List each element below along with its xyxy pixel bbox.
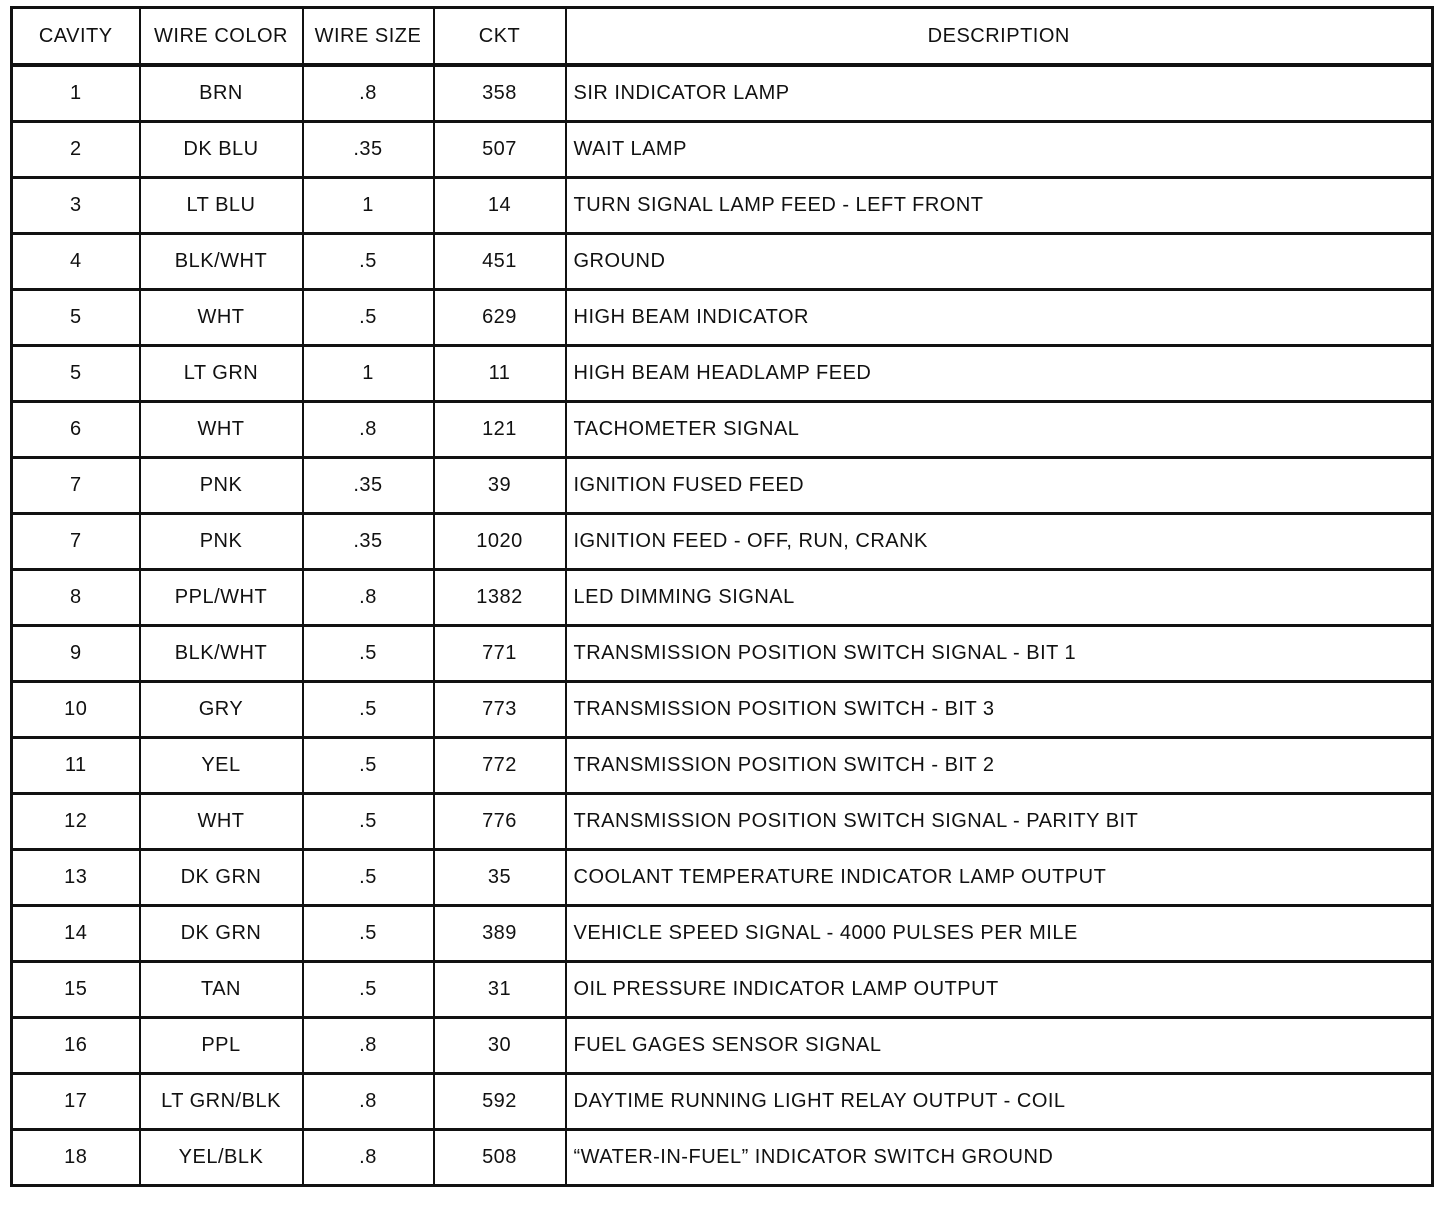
cell-cavity: 14 xyxy=(12,906,140,962)
cell-wire-color: LT GRN xyxy=(140,346,303,402)
cell-wire-color: PNK xyxy=(140,514,303,570)
cell-description: IGNITION FUSED FEED xyxy=(566,458,1433,514)
table-row xyxy=(12,458,1433,514)
table-row xyxy=(12,906,1433,962)
table-row xyxy=(12,346,1433,402)
cell-wire-color: DK GRN xyxy=(140,906,303,962)
cell-cavity: 3 xyxy=(12,178,140,234)
cell-wire-size: .5 xyxy=(303,738,434,794)
cell-wire-color: GRY xyxy=(140,682,303,738)
table-row xyxy=(12,570,1433,626)
cell-ckt: 771 xyxy=(434,626,566,682)
cell-wire-size: 1 xyxy=(303,346,434,402)
cell-ckt: 776 xyxy=(434,794,566,850)
cell-description: LED DIMMING SIGNAL xyxy=(566,570,1433,626)
cell-wire-size: .5 xyxy=(303,626,434,682)
cell-ckt: 773 xyxy=(434,682,566,738)
cell-ckt: 592 xyxy=(434,1074,566,1130)
cell-description: TRANSMISSION POSITION SWITCH SIGNAL - PARITY BIT xyxy=(566,794,1433,850)
header-row xyxy=(12,8,1433,66)
cell-wire-color: LT BLU xyxy=(140,178,303,234)
cell-ckt: 358 xyxy=(434,65,566,122)
cell-cavity: 2 xyxy=(12,122,140,178)
cell-wire-color: BRN xyxy=(140,65,303,122)
cell-ckt: 14 xyxy=(434,178,566,234)
cell-ckt: 35 xyxy=(434,850,566,906)
cell-wire-size: .8 xyxy=(303,1018,434,1074)
cell-wire-size: .8 xyxy=(303,65,434,122)
table-row xyxy=(12,65,1433,122)
cell-description: HIGH BEAM INDICATOR xyxy=(566,290,1433,346)
cell-description: DAYTIME RUNNING LIGHT RELAY OUTPUT - COIL xyxy=(566,1074,1433,1130)
cell-wire-size: .5 xyxy=(303,850,434,906)
cell-wire-color: DK GRN xyxy=(140,850,303,906)
table-header xyxy=(12,8,1433,66)
cell-ckt: 121 xyxy=(434,402,566,458)
table-row xyxy=(12,290,1433,346)
cell-description: VEHICLE SPEED SIGNAL - 4000 PULSES PER MILE xyxy=(566,906,1433,962)
cell-description: TURN SIGNAL LAMP FEED - LEFT FRONT xyxy=(566,178,1433,234)
cell-ckt: 1020 xyxy=(434,514,566,570)
cell-wire-size: .5 xyxy=(303,962,434,1018)
cell-cavity: 7 xyxy=(12,514,140,570)
cell-wire-color: BLK/WHT xyxy=(140,234,303,290)
table-row xyxy=(12,402,1433,458)
cell-ckt: 629 xyxy=(434,290,566,346)
cell-wire-color: WHT xyxy=(140,402,303,458)
cell-cavity: 16 xyxy=(12,1018,140,1074)
cell-wire-size: .8 xyxy=(303,1130,434,1186)
cell-ckt: 30 xyxy=(434,1018,566,1074)
cell-ckt: 507 xyxy=(434,122,566,178)
cell-wire-color: PPL/WHT xyxy=(140,570,303,626)
header-ckt: CKT xyxy=(434,8,566,66)
cell-description: TRANSMISSION POSITION SWITCH - BIT 3 xyxy=(566,682,1433,738)
table-row xyxy=(12,626,1433,682)
cell-ckt: 451 xyxy=(434,234,566,290)
cell-description: TRANSMISSION POSITION SWITCH SIGNAL - BIT 1 xyxy=(566,626,1433,682)
cell-wire-size: 1 xyxy=(303,178,434,234)
cell-description: HIGH BEAM HEADLAMP FEED xyxy=(566,346,1433,402)
table-body xyxy=(12,65,1433,1186)
table-row xyxy=(12,178,1433,234)
cell-wire-color: DK BLU xyxy=(140,122,303,178)
cell-cavity: 15 xyxy=(12,962,140,1018)
cell-description: “WATER-IN-FUEL” INDICATOR SWITCH GROUND xyxy=(566,1130,1433,1186)
header-cavity: CAVITY xyxy=(12,8,140,66)
cell-wire-size: .8 xyxy=(303,402,434,458)
cell-cavity: 5 xyxy=(12,346,140,402)
cell-wire-size: .5 xyxy=(303,234,434,290)
cell-description: WAIT LAMP xyxy=(566,122,1433,178)
cell-wire-color: WHT xyxy=(140,794,303,850)
table-row xyxy=(12,1130,1433,1186)
cell-ckt: 772 xyxy=(434,738,566,794)
cell-description: OIL PRESSURE INDICATOR LAMP OUTPUT xyxy=(566,962,1433,1018)
header-wire-color: WIRE COLOR xyxy=(140,8,303,66)
cell-cavity: 8 xyxy=(12,570,140,626)
header-description: DESCRIPTION xyxy=(566,8,1433,66)
connector-pinout-table xyxy=(10,6,1434,1187)
cell-ckt: 11 xyxy=(434,346,566,402)
table-row xyxy=(12,1018,1433,1074)
cell-description: FUEL GAGES SENSOR SIGNAL xyxy=(566,1018,1433,1074)
cell-description: SIR INDICATOR LAMP xyxy=(566,65,1433,122)
cell-wire-size: .35 xyxy=(303,122,434,178)
table-row xyxy=(12,122,1433,178)
cell-cavity: 6 xyxy=(12,402,140,458)
cell-wire-color: YEL/BLK xyxy=(140,1130,303,1186)
cell-wire-size: .5 xyxy=(303,906,434,962)
cell-cavity: 7 xyxy=(12,458,140,514)
connector-pinout-sheet xyxy=(10,6,1431,1187)
table-row xyxy=(12,1074,1433,1130)
cell-description: IGNITION FEED - OFF, RUN, CRANK xyxy=(566,514,1433,570)
cell-ckt: 1382 xyxy=(434,570,566,626)
cell-cavity: 18 xyxy=(12,1130,140,1186)
cell-description: COOLANT TEMPERATURE INDICATOR LAMP OUTPUT xyxy=(566,850,1433,906)
cell-cavity: 17 xyxy=(12,1074,140,1130)
cell-wire-color: LT GRN/BLK xyxy=(140,1074,303,1130)
table-row xyxy=(12,514,1433,570)
table-row xyxy=(12,962,1433,1018)
cell-cavity: 1 xyxy=(12,65,140,122)
table-row xyxy=(12,738,1433,794)
cell-ckt: 508 xyxy=(434,1130,566,1186)
table-row xyxy=(12,850,1433,906)
cell-wire-color: PPL xyxy=(140,1018,303,1074)
cell-wire-color: PNK xyxy=(140,458,303,514)
cell-cavity: 9 xyxy=(12,626,140,682)
cell-wire-size: .8 xyxy=(303,1074,434,1130)
cell-ckt: 31 xyxy=(434,962,566,1018)
cell-wire-size: .5 xyxy=(303,794,434,850)
cell-cavity: 10 xyxy=(12,682,140,738)
cell-description: GROUND xyxy=(566,234,1433,290)
cell-wire-color: TAN xyxy=(140,962,303,1018)
table-row xyxy=(12,234,1433,290)
cell-cavity: 4 xyxy=(12,234,140,290)
header-wire-size: WIRE SIZE xyxy=(303,8,434,66)
cell-wire-color: WHT xyxy=(140,290,303,346)
cell-description: TACHOMETER SIGNAL xyxy=(566,402,1433,458)
cell-description: TRANSMISSION POSITION SWITCH - BIT 2 xyxy=(566,738,1433,794)
cell-wire-color: YEL xyxy=(140,738,303,794)
cell-cavity: 12 xyxy=(12,794,140,850)
cell-wire-size: .35 xyxy=(303,514,434,570)
table-row xyxy=(12,682,1433,738)
table-row xyxy=(12,794,1433,850)
cell-wire-size: .5 xyxy=(303,682,434,738)
cell-wire-size: .35 xyxy=(303,458,434,514)
cell-ckt: 39 xyxy=(434,458,566,514)
cell-cavity: 13 xyxy=(12,850,140,906)
cell-cavity: 5 xyxy=(12,290,140,346)
cell-wire-size: .5 xyxy=(303,290,434,346)
cell-wire-color: BLK/WHT xyxy=(140,626,303,682)
cell-cavity: 11 xyxy=(12,738,140,794)
cell-ckt: 389 xyxy=(434,906,566,962)
cell-wire-size: .8 xyxy=(303,570,434,626)
